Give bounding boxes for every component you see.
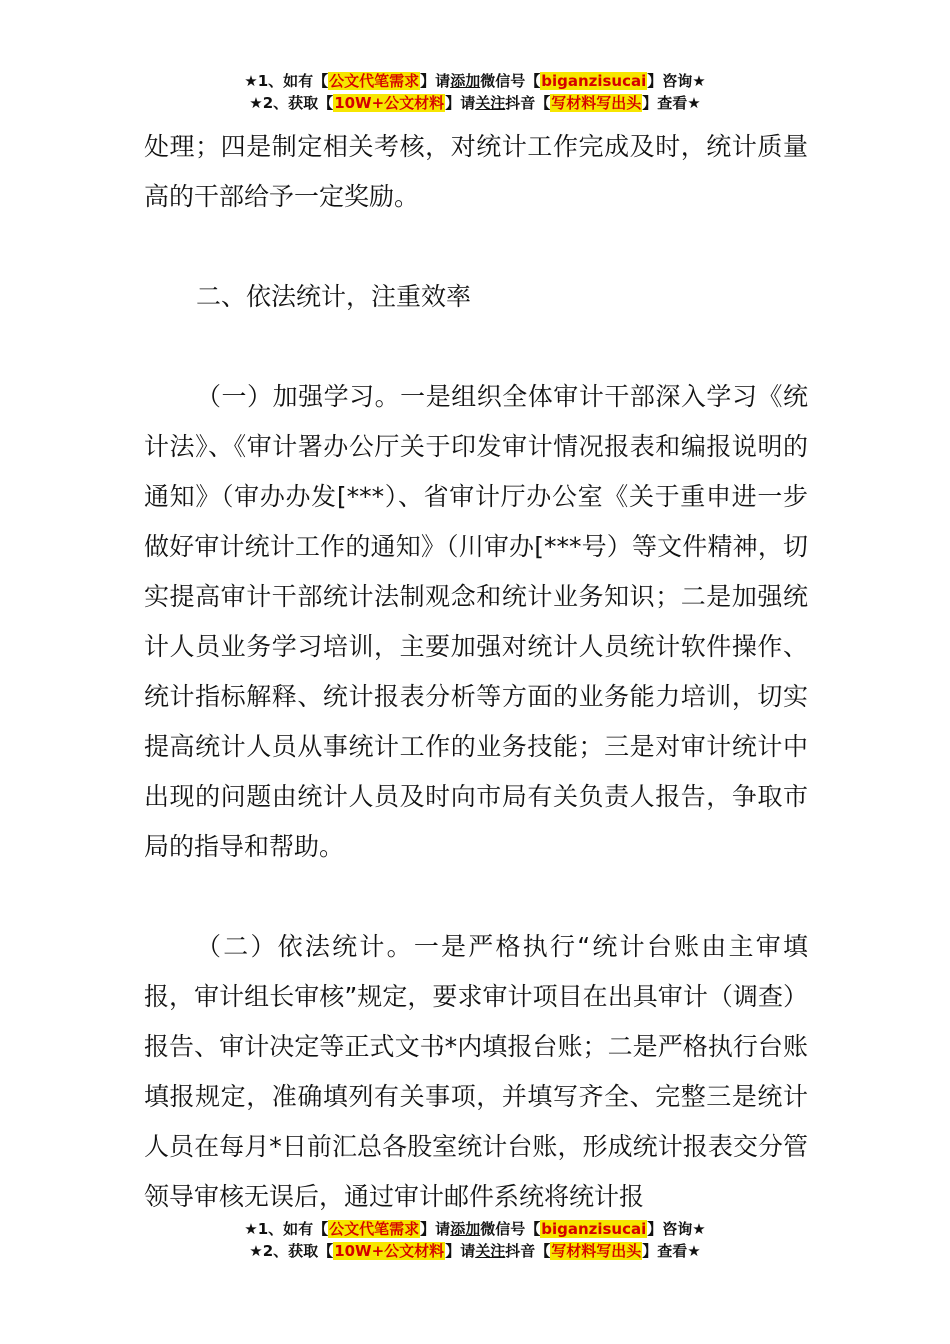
paragraph-continued: 处理；四是制定相关考核，对统计工作完成及时，统计质量高的干部给予一定奖励。 <box>144 132 808 211</box>
highlight-materials: 10W+公文材料 <box>334 94 445 112</box>
paragraph-law: （二）依法统计。一是严格执行“统计台账由主审填报，审计组长审核”规定，要求审计项目在出具审计（调查）报告、审计决定等正式文书*内填报台账；二是严格执行台账填报规定，准确填列有关事项，并填写齐全、完整三是统计人员在每月*日前汇总各股室统计台账，形成统计报表交分管领导审核无误后，通过审计邮件系统将统计报 <box>144 932 808 1211</box>
promo-line-1: ★1、如有【公文代笔需求】请添加微信号【biganzisucai】咨询★ <box>244 1220 706 1238</box>
highlight-douyin: 写材料写出头 <box>551 94 642 112</box>
section-heading: 二、依法统计，注重效率 <box>196 282 472 311</box>
highlight-service: 公文代笔需求 <box>329 72 420 90</box>
highlight-wechat-id: biganzisucai <box>541 72 647 90</box>
promo-line-2: ★2、获取【10W+公文材料】请关注抖音【写材料写出头】查看★ <box>249 94 701 112</box>
promo-banner-bottom <box>0 1218 950 1262</box>
document-body <box>144 122 808 1222</box>
promo-line-2: ★2、获取【10W+公文材料】请关注抖音【写材料写出头】查看★ <box>249 1242 701 1260</box>
highlight-douyin: 写材料写出头 <box>551 1242 642 1260</box>
paragraph-study: （一）加强学习。一是组织全体审计干部深入学习《统计法》、《审计署办公厅关于印发审计情况报表和编报说明的通知》（审办办发[***）、省审计厅办公室《关于重申进一步做好审计统计工作的通知》（川审办[***号）等文件精神，切实提高审计干部统计法制观念和统计业务知识；二是加强统计人员业务学习培训，主要加强对统计人员统计软件操作、统计指标解释、统计报表分析等方面的业务能力培训，切实提高统计人员从事统计工作的业务技能；三是对审计统计中出现的问题由统计人员及时向市局有关负责人报告，争取市局的指导和帮助。 <box>144 382 808 861</box>
promo-banner-top <box>0 70 950 114</box>
highlight-service: 公文代笔需求 <box>329 1220 420 1238</box>
highlight-wechat-id: biganzisucai <box>541 1220 647 1238</box>
highlight-materials: 10W+公文材料 <box>334 1242 445 1260</box>
promo-line-1: ★1、如有【公文代笔需求】请添加微信号【biganzisucai】咨询★ <box>244 72 706 90</box>
